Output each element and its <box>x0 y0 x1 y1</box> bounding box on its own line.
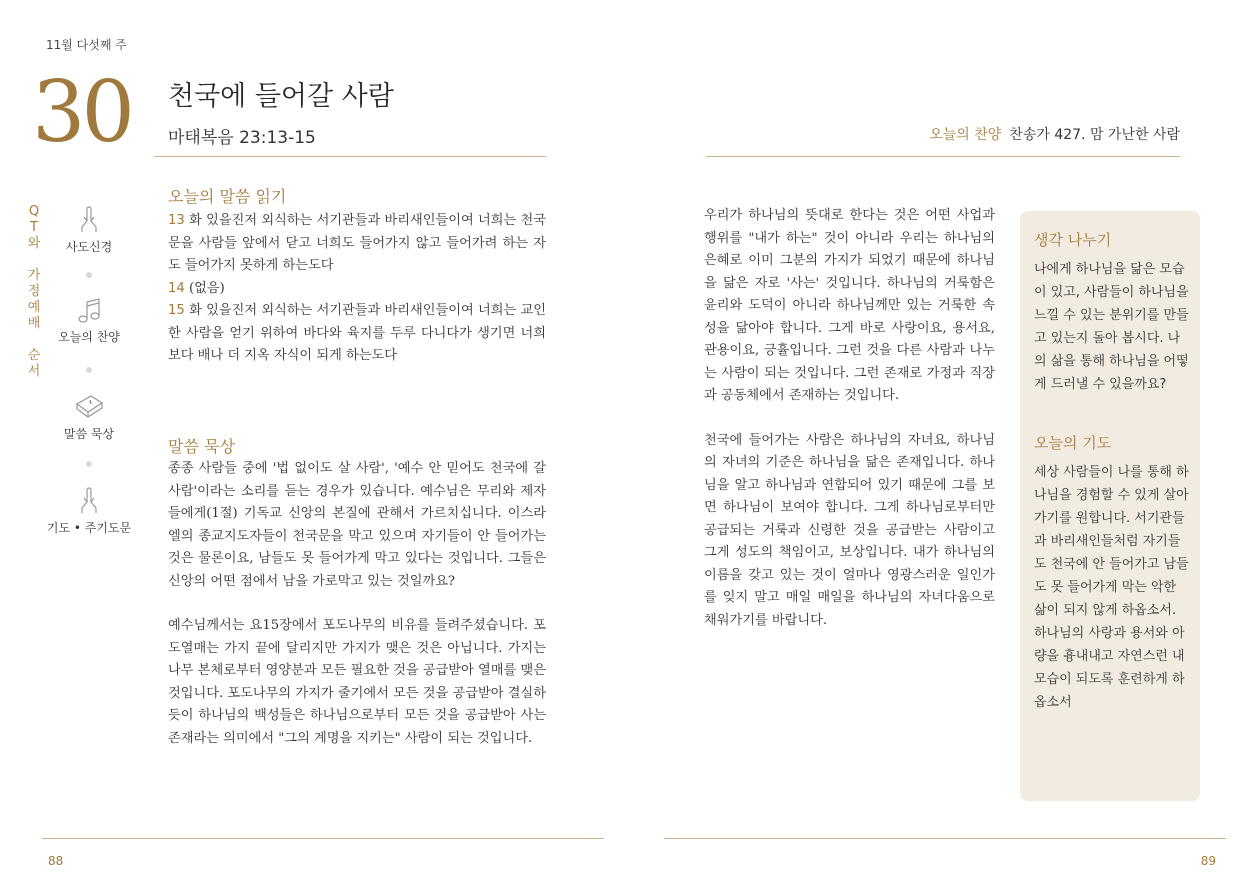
footer-divider-left <box>42 838 604 839</box>
hymn-label: 오늘의 찬양 <box>929 127 1002 143</box>
order-char: 예 <box>27 300 41 315</box>
meditation-right-column <box>704 205 995 654</box>
prayer-text: 세상 사람들이 나를 통해 하나님을 경험할 수 있게 살아가기를 원합니다. 서기관들과 바리새인들처럼 자기들도 천국에 안 들어가고 남들도 못 들어가게 막는 악한 삶이 되지 않게 하옵소서. 하나님의 사랑과 용서와 아량을 흉내내고 자연스런 내 모습이 되도록 훈련하게 하옵소서 <box>1034 465 1189 710</box>
day-number: 30 <box>32 63 131 161</box>
order-char: 순 <box>27 348 41 363</box>
verse-number: 15 <box>168 303 185 318</box>
step-hymn <box>46 297 132 345</box>
meditation-paragraph: 천국에 들어가는 사람은 하나님의 자녀요, 하나님의 자녀의 기준은 하나님을 닮은 존재입니다. 하나님을 알고 하나님과 연합되어 있기 때문에 그를 보면 하나님이 보여야 합니다. 그게 하나님로부터만 공급되는 거룩과 신령한 것을 공급받는 사람이고 그게 성도의 책임이고, 보상입니다. 내가 하나님의 이름을 갖고 있는 것이 얼마나 영광스러운 일인가를 잊지 말고 매일 매일을 하나님의 자녀다움으로 채워가기를 바랍니다. <box>704 432 995 628</box>
bible-icon <box>73 392 105 422</box>
verse <box>168 278 546 301</box>
meditation-heading: 말씀 묵상 <box>168 437 235 456</box>
step-label: 오늘의 찬양 <box>58 330 120 344</box>
meditation-paragraph: 종종 사람들 중에 '법 없이도 살 사람', '예수 안 믿어도 천국에 갈 사람'이라는 소리를 듣는 경우가 있습니다. 예수님은 무리와 제자들에게(1절) 기독교 신앙의 본질에 관해서 가르치십니다. 이스라엘의 종교지도자들이 천국문을 막고 있으며 자기들이 안 들어가는 것은 물론이요, 남들도 못 들어가게 막고 있다는 것입니다. 그들은 신앙의 어떤 점에서 남을 가로막고 있는 것일까요? <box>168 461 546 589</box>
sharing-heading: 생각 나누기 <box>1034 231 1112 249</box>
order-char: Q <box>28 204 40 219</box>
meditation-paragraph: 우리가 하나님의 뜻대로 한다는 것은 어떤 사업과 행위를 "내가 하는" 것이 아니라 우리는 하나님의 은혜로 이미 그분의 가지가 되었기 때문에 하나님을 닮은 자로 '사는' 것입니다. 하나님의 거룩함은 윤리와 도덕이 아니라 하나님께만 있는 거룩한 속성을 닮아야 합니다. 그게 바로 사랑이요, 용서요, 관용이요, 긍휼입니다. 그런 것을 다른 사람과 나누는 사람이 되는 것입니다. 그런 존재로 가정과 직장과 공동체에서 존재하는 것입니다. <box>704 208 995 403</box>
header-divider-right <box>706 156 1180 157</box>
sharing-text: 나에게 하나님을 닮은 모습이 있고, 사람들이 하나님을 느낄 수 있는 분위기를 만들고 있는지 돌아 봅시다. 나의 삶을 통해 하나님을 어떻게 드러낼 수 있을까요? <box>1034 262 1189 392</box>
verse-text: 화 있을진저 외식하는 서기관들과 바리새인들이여 너희는 천국 문을 사람들 앞에서 닫고 너희도 들어가지 않고 들어가려 하는 자도 들어가지 못하게 하는도다 <box>168 213 546 273</box>
page-number-right: 89 <box>1200 854 1216 868</box>
order-char: 배 <box>27 316 41 331</box>
step-apostles-creed <box>46 205 132 255</box>
order-char: 서 <box>27 364 41 379</box>
worship-order-label <box>26 204 42 380</box>
step-label: 말씀 묵상 <box>63 427 115 441</box>
scripture-reference: 마태복음 23:13-15 <box>168 128 316 148</box>
step-label: 사도신경 <box>65 240 113 254</box>
header-divider-left <box>154 156 546 157</box>
praying-hands-icon <box>74 205 104 235</box>
meditation-left-column <box>168 458 546 772</box>
step-separator-dot <box>86 367 92 373</box>
prayer-heading: 오늘의 기도 <box>1034 434 1112 452</box>
step-separator-dot <box>86 272 92 278</box>
step-label: 기도 • 주기도문 <box>46 521 132 535</box>
hymn-of-the-day <box>929 124 1180 144</box>
week-label: 11월 다섯째 주 <box>46 38 127 52</box>
reflection-box <box>1020 211 1200 801</box>
music-note-icon <box>74 297 104 325</box>
page-title: 천국에 들어갈 사람 <box>168 81 394 112</box>
step-word-meditation <box>46 392 132 442</box>
order-char: 정 <box>27 284 41 299</box>
footer-divider-right <box>664 838 1226 839</box>
reading-heading: 오늘의 말씀 읽기 <box>168 187 287 206</box>
meditation-paragraph: 예수님께서는 요15장에서 포도나무의 비유를 들려주셨습니다. 포도열매는 가지 끝에 달리지만 가지가 맺은 것은 아닙니다. 가지는 나무 본체로부터 영양분과 모든 필요한 것을 공급받아 열매를 맺은 것입니다. 포도나무의 가지가 줄기에서 모든 것을 공급받아 결실하듯이 하나님의 백성들은 하나님으로부터 모든 것을 공급받아 사는 존재라는 의미에서 "그의 계명을 지키는" 사람이 되는 것입니다. <box>168 618 546 746</box>
verse-text: (없음) <box>188 280 225 296</box>
order-char: T <box>30 220 38 235</box>
order-char: 가 <box>27 268 41 283</box>
verse-text: 화 있을진저 외식하는 서기관들과 바리새인들이여 너희는 교인 한 사람을 얻기 위하여 바다와 육지를 두루 다니다가 생기면 너희보다 배나 더 지옥 자식이 되게 하는도다 <box>168 303 546 363</box>
order-gap <box>26 252 42 268</box>
step-separator-dot <box>86 461 92 467</box>
order-char: 와 <box>27 236 41 251</box>
hymn-text: 찬송가 427. 맘 가난한 사람 <box>1009 127 1180 143</box>
verse-number: 14 <box>168 280 185 296</box>
verse <box>168 300 546 368</box>
verse-number: 13 <box>168 213 185 228</box>
page-number-left: 88 <box>48 854 64 868</box>
verse <box>168 210 546 278</box>
order-gap <box>26 332 42 348</box>
step-prayer <box>46 486 132 536</box>
praying-hands-icon <box>74 486 104 516</box>
verse-list <box>168 210 546 368</box>
